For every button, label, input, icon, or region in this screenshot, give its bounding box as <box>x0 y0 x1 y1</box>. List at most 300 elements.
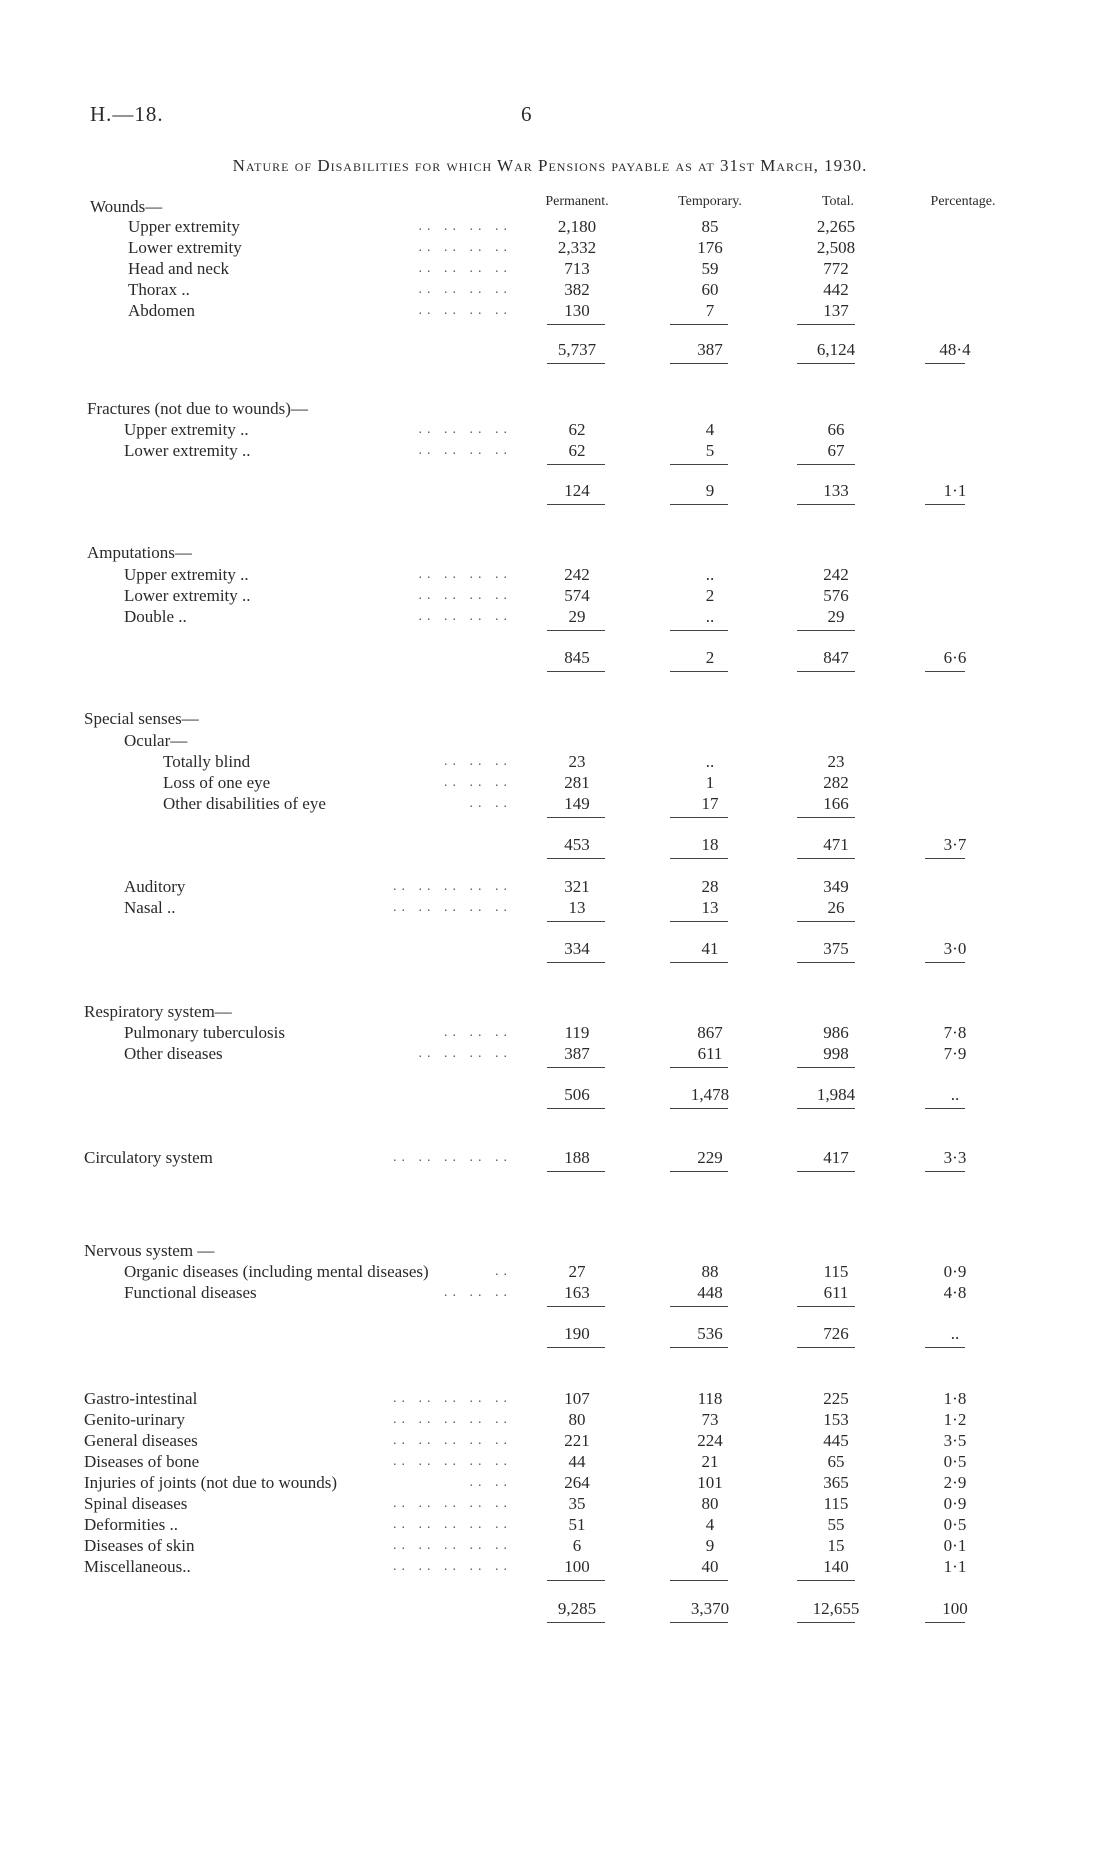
cell-total: 847 <box>823 648 849 667</box>
cell-perm: 453 <box>564 835 590 854</box>
cell-total: 26 <box>827 898 845 917</box>
cell-perm: 5,737 <box>557 340 597 359</box>
column-rule <box>670 1580 728 1581</box>
cell-total: 133 <box>823 481 849 500</box>
cell-temp: 387 <box>697 340 723 359</box>
cell-total: 471 <box>823 835 849 854</box>
cell-perm: 190 <box>564 1324 590 1343</box>
cell-perm: 387 <box>564 1044 590 1063</box>
cell-total: 12,655 <box>812 1599 860 1618</box>
subtotal-row <box>0 647 1114 668</box>
column-rule <box>797 324 855 325</box>
row-label: Upper extremity .. <box>124 420 249 439</box>
cell-total: 417 <box>823 1148 849 1167</box>
row-label: Double .. <box>124 607 187 626</box>
cell-temp: 5 <box>705 441 715 460</box>
table-row <box>0 300 1114 321</box>
leader-dots: .. .. .. .. <box>418 1046 512 1061</box>
section-heading <box>0 1240 1114 1261</box>
cell-temp: 611 <box>697 1044 723 1063</box>
column-rule <box>797 962 855 963</box>
cell-total: 140 <box>823 1557 849 1576</box>
column-rule <box>547 1306 605 1307</box>
cell-pct: 1·2 <box>943 1410 967 1429</box>
cell-perm: 2,332 <box>557 238 597 257</box>
cell-perm: 574 <box>564 586 590 605</box>
cell-temp: 85 <box>701 217 719 236</box>
column-rule <box>797 671 855 672</box>
page-number: 6 <box>521 102 532 126</box>
cell-pct: 7·9 <box>943 1044 967 1063</box>
cell-temp: 229 <box>697 1148 723 1167</box>
column-rule <box>925 1347 965 1348</box>
section-heading <box>0 708 1114 729</box>
leader-dots: .. .. .. .. .. <box>393 1559 512 1574</box>
cell-total: 153 <box>823 1410 849 1429</box>
cell-temp: 3,370 <box>690 1599 730 1618</box>
leader-dots: .. .. .. .. .. <box>393 1517 512 1532</box>
cell-total: 986 <box>823 1023 849 1042</box>
column-rule <box>670 1067 728 1068</box>
row-label: Nervous system — <box>84 1241 215 1260</box>
row-label: Totally blind <box>163 752 251 771</box>
table-row <box>0 1147 1114 1168</box>
cell-total: 67 <box>827 441 845 460</box>
leader-dots: .. .. .. .. <box>418 588 512 603</box>
column-rule <box>547 921 605 922</box>
cell-pct: 1·1 <box>943 481 967 500</box>
column-rule <box>925 858 965 859</box>
column-rule <box>925 504 965 505</box>
page-reference: H.—18. <box>90 102 164 126</box>
cell-pct: 1·1 <box>943 1557 967 1576</box>
cell-pct: 3·3 <box>943 1148 967 1167</box>
column-rule <box>925 962 965 963</box>
cell-temp: 80 <box>701 1494 719 1513</box>
column-rule <box>547 1580 605 1581</box>
cell-temp: 28 <box>701 877 719 896</box>
cell-temp: 18 <box>701 835 719 854</box>
subtotal-row <box>0 1598 1114 1619</box>
table-row <box>0 1535 1114 1556</box>
leader-dots: .. .. .. .. .. <box>393 1454 512 1469</box>
cell-pct: 0·5 <box>943 1515 967 1534</box>
cell-pct: 100 <box>942 1599 968 1618</box>
table-row <box>0 897 1114 918</box>
cell-perm: 9,285 <box>557 1599 597 1618</box>
table-row <box>0 1409 1114 1430</box>
cell-total: 115 <box>823 1262 849 1281</box>
section-heading <box>0 1001 1114 1022</box>
column-rule <box>547 1171 605 1172</box>
cell-total: 576 <box>823 586 849 605</box>
cell-perm: 188 <box>564 1148 590 1167</box>
table-row <box>0 585 1114 606</box>
cell-perm: 149 <box>564 794 590 813</box>
cell-temp: 448 <box>697 1283 723 1302</box>
cell-perm: 242 <box>564 565 590 584</box>
cell-perm: 2,180 <box>557 217 597 236</box>
cell-total: 282 <box>823 773 849 792</box>
section-heading <box>0 196 1114 217</box>
cell-perm: 845 <box>564 648 590 667</box>
table-row <box>0 1430 1114 1451</box>
cell-temp: 224 <box>697 1431 723 1450</box>
cell-total: 55 <box>827 1515 845 1534</box>
column-rule <box>670 962 728 963</box>
subtotal-row <box>0 1084 1114 1105</box>
table-row <box>0 1388 1114 1409</box>
cell-perm: 334 <box>564 939 590 958</box>
cell-perm: 264 <box>564 1473 590 1492</box>
row-label: Genito-urinary <box>84 1410 186 1429</box>
cell-perm: 62 <box>568 441 586 460</box>
cell-temp: 118 <box>697 1389 723 1408</box>
cell-perm: 27 <box>568 1262 586 1281</box>
column-rule <box>547 324 605 325</box>
leader-dots: .. .. .. <box>444 754 512 769</box>
leader-dots: .. .. .. .. <box>418 303 512 318</box>
cell-total: 15 <box>827 1536 845 1555</box>
column-rule <box>797 504 855 505</box>
cell-temp: 13 <box>701 898 719 917</box>
column-rule <box>797 817 855 818</box>
cell-perm: 506 <box>564 1085 590 1104</box>
section-heading <box>0 398 1114 419</box>
column-rule <box>547 363 605 364</box>
column-rule <box>797 1306 855 1307</box>
column-rule <box>797 363 855 364</box>
row-label: Thorax .. <box>128 280 190 299</box>
cell-temp: 867 <box>697 1023 723 1042</box>
cell-total: 29 <box>827 607 845 626</box>
column-rule <box>670 1108 728 1109</box>
cell-perm: 107 <box>564 1389 590 1408</box>
cell-total: 375 <box>823 939 849 958</box>
column-rule <box>670 817 728 818</box>
row-label: Miscellaneous.. <box>84 1557 191 1576</box>
leader-dots: .. .. .. <box>444 1025 512 1040</box>
cell-temp: 2 <box>705 586 715 605</box>
row-label: Lower extremity .. <box>124 441 251 460</box>
cell-total: 2,265 <box>816 217 856 236</box>
table-row <box>0 876 1114 897</box>
cell-pct: 0·1 <box>943 1536 967 1555</box>
column-rule <box>670 324 728 325</box>
cell-temp: .. <box>705 752 715 771</box>
row-label: Other diseases <box>124 1044 223 1063</box>
cell-perm: 130 <box>564 301 590 320</box>
cell-total: 137 <box>823 301 849 320</box>
cell-perm: 163 <box>564 1283 590 1302</box>
table-row <box>0 772 1114 793</box>
row-label: Lower extremity .. <box>124 586 251 605</box>
cell-temp: 176 <box>697 238 723 257</box>
subtotal-row <box>0 339 1114 360</box>
column-rule <box>925 1171 965 1172</box>
cell-perm: 23 <box>568 752 586 771</box>
row-label: Upper extremity .. <box>124 565 249 584</box>
row-label: Respiratory system— <box>84 1002 232 1021</box>
cell-total: 442 <box>823 280 849 299</box>
column-rule <box>670 858 728 859</box>
leader-dots: .. .. .. .. .. <box>393 1150 512 1165</box>
row-label: Wounds— <box>90 197 163 216</box>
row-label: Diseases of bone <box>84 1452 200 1471</box>
cell-perm: 119 <box>564 1023 590 1042</box>
column-rule <box>670 1306 728 1307</box>
cell-total: 242 <box>823 565 849 584</box>
cell-perm: 13 <box>568 898 586 917</box>
column-header-temporary: Temporary. <box>678 194 742 209</box>
column-rule <box>547 858 605 859</box>
cell-temp: 4 <box>705 420 715 439</box>
cell-perm: 35 <box>568 1494 586 1513</box>
cell-pct: 2·9 <box>943 1473 967 1492</box>
cell-perm: 51 <box>568 1515 586 1534</box>
column-rule <box>670 1622 728 1623</box>
subtotal-row <box>0 480 1114 501</box>
cell-temp: 1,478 <box>690 1085 730 1104</box>
cell-perm: 124 <box>564 481 590 500</box>
column-rule <box>547 464 605 465</box>
cell-total: 65 <box>827 1452 845 1471</box>
cell-total: 998 <box>823 1044 849 1063</box>
leader-dots: .. .. .. .. .. <box>393 1433 512 1448</box>
row-label: Loss of one eye <box>163 773 271 792</box>
leader-dots: .. .. .. .. <box>418 609 512 624</box>
row-label: Organic diseases (including mental diseases) <box>124 1262 429 1281</box>
column-rule <box>797 464 855 465</box>
cell-total: 445 <box>823 1431 849 1450</box>
cell-temp: 7 <box>705 301 715 320</box>
row-label: Head and neck <box>128 259 230 278</box>
row-label: Spinal diseases <box>84 1494 188 1513</box>
cell-pct: 7·8 <box>943 1023 967 1042</box>
leader-dots: .. .. <box>469 796 512 811</box>
leader-dots: .. .. .. .. .. <box>393 1496 512 1511</box>
cell-perm: 80 <box>568 1410 586 1429</box>
column-rule <box>797 630 855 631</box>
cell-pct: 0·5 <box>943 1452 967 1471</box>
table-row <box>0 419 1114 440</box>
column-header-total: Total. <box>821 194 855 209</box>
cell-total: 66 <box>827 420 845 439</box>
column-header-percentage: Percentage. <box>930 194 996 209</box>
column-rule <box>925 1108 965 1109</box>
cell-perm: 221 <box>564 1431 590 1450</box>
cell-pct: .. <box>950 1085 960 1104</box>
cell-temp: 88 <box>701 1262 719 1281</box>
leader-dots: .. .. .. .. <box>418 443 512 458</box>
cell-temp: 536 <box>697 1324 723 1343</box>
table-row <box>0 1514 1114 1535</box>
column-rule <box>797 1171 855 1172</box>
column-rule <box>925 671 965 672</box>
row-label: Ocular— <box>124 731 188 750</box>
cell-pct: 4·8 <box>943 1283 967 1302</box>
cell-total: 166 <box>823 794 849 813</box>
column-rule <box>547 504 605 505</box>
table-row <box>0 606 1114 627</box>
subtotal-row <box>0 1323 1114 1344</box>
leader-dots: .. .. .. .. .. <box>393 1538 512 1553</box>
leader-dots: .. .. .. <box>444 775 512 790</box>
column-rule <box>797 1580 855 1581</box>
column-rule <box>797 858 855 859</box>
cell-temp: 60 <box>701 280 719 299</box>
cell-perm: 281 <box>564 773 590 792</box>
column-rule <box>547 671 605 672</box>
cell-pct: .. <box>950 1324 960 1343</box>
column-rule <box>547 817 605 818</box>
leader-dots: .. .. .. .. <box>418 219 512 234</box>
leader-dots: .. .. .. .. <box>418 240 512 255</box>
cell-temp: 21 <box>701 1452 719 1471</box>
cell-temp: 41 <box>701 939 719 958</box>
cell-perm: 62 <box>568 420 586 439</box>
table-row <box>0 793 1114 814</box>
column-rule <box>547 1067 605 1068</box>
cell-total: 23 <box>827 752 845 771</box>
leader-dots: .. .. .. <box>444 1285 512 1300</box>
column-rule <box>547 962 605 963</box>
cell-temp: 73 <box>701 1410 719 1429</box>
table-row <box>0 564 1114 585</box>
row-label: General diseases <box>84 1431 198 1450</box>
table-row <box>0 1261 1114 1282</box>
table-row <box>0 1472 1114 1493</box>
row-label: Special senses— <box>84 709 199 728</box>
column-rule <box>547 1622 605 1623</box>
row-label: Auditory <box>124 877 186 896</box>
cell-total: 1,984 <box>816 1085 856 1104</box>
table-row <box>0 440 1114 461</box>
leader-dots: .. .. <box>469 1475 512 1490</box>
column-rule <box>547 630 605 631</box>
cell-temp: 1 <box>705 773 715 792</box>
cell-total: 772 <box>823 259 849 278</box>
cell-temp: 2 <box>705 648 715 667</box>
column-rule <box>670 630 728 631</box>
column-rule <box>670 363 728 364</box>
row-label: Diseases of skin <box>84 1536 195 1555</box>
leader-dots: .. .. .. .. <box>418 261 512 276</box>
leader-dots: .. <box>495 1264 512 1279</box>
column-rule <box>797 1067 855 1068</box>
table-row <box>0 1556 1114 1577</box>
table-row <box>0 1282 1114 1303</box>
cell-temp: 9 <box>705 481 715 500</box>
cell-perm: 321 <box>564 877 590 896</box>
table-title: Nature of Disabilities for which War Pensions payable as at 31st March, 1930. <box>232 156 868 175</box>
column-rule <box>547 1108 605 1109</box>
column-rule <box>797 1622 855 1623</box>
column-rule <box>797 921 855 922</box>
subtotal-row <box>0 834 1114 855</box>
cell-total: 611 <box>823 1283 849 1302</box>
cell-pct: 1·8 <box>943 1389 967 1408</box>
cell-perm: 100 <box>564 1557 590 1576</box>
column-rule <box>797 1108 855 1109</box>
table-row <box>0 1022 1114 1043</box>
cell-temp: 9 <box>705 1536 715 1555</box>
cell-total: 365 <box>823 1473 849 1492</box>
table-row <box>0 258 1114 279</box>
leader-dots: .. .. .. .. .. <box>393 1412 512 1427</box>
row-label: Upper extremity <box>128 217 240 236</box>
table-row <box>0 751 1114 772</box>
cell-temp: 59 <box>701 259 719 278</box>
row-label: Amputations— <box>87 543 192 562</box>
row-label: Other disabilities of eye <box>163 794 326 813</box>
leader-dots: .. .. .. .. .. <box>393 900 512 915</box>
cell-temp: .. <box>705 565 715 584</box>
table-row <box>0 279 1114 300</box>
section-heading <box>0 542 1114 563</box>
cell-pct: 0·9 <box>943 1262 967 1281</box>
cell-perm: 713 <box>564 259 590 278</box>
cell-perm: 29 <box>568 607 586 626</box>
table-row <box>0 1451 1114 1472</box>
cell-total: 2,508 <box>816 238 856 257</box>
column-rule <box>925 363 965 364</box>
table-row <box>0 1493 1114 1514</box>
row-label: Functional diseases <box>124 1283 257 1302</box>
cell-perm: 44 <box>568 1452 586 1471</box>
column-header-permanent: Permanent. <box>545 194 609 209</box>
column-rule <box>670 1347 728 1348</box>
table-row <box>0 216 1114 237</box>
column-rule <box>670 921 728 922</box>
row-label: Injuries of joints (not due to wounds) <box>84 1473 338 1492</box>
cell-total: 115 <box>823 1494 849 1513</box>
cell-pct: 3·0 <box>943 939 967 958</box>
cell-perm: 382 <box>564 280 590 299</box>
leader-dots: .. .. .. .. <box>418 567 512 582</box>
column-rule <box>670 464 728 465</box>
column-rule <box>670 504 728 505</box>
column-rule <box>547 1347 605 1348</box>
column-rule <box>925 1622 965 1623</box>
column-rule <box>670 671 728 672</box>
row-label: Gastro-intestinal <box>84 1389 198 1408</box>
cell-temp: .. <box>705 607 715 626</box>
leader-dots: .. .. .. .. .. <box>393 1391 512 1406</box>
row-label: Pulmonary tuberculosis <box>124 1023 286 1042</box>
row-label: Nasal .. <box>124 898 176 917</box>
row-label: Circulatory system <box>84 1148 213 1167</box>
cell-pct: 6·6 <box>943 648 967 667</box>
table-row <box>0 1043 1114 1064</box>
cell-perm: 6 <box>572 1536 582 1555</box>
row-label: Fractures (not due to wounds)— <box>87 399 308 418</box>
cell-pct: 3·7 <box>943 835 967 854</box>
leader-dots: .. .. .. .. .. <box>393 879 512 894</box>
cell-total: 225 <box>823 1389 849 1408</box>
row-label: Deformities .. <box>84 1515 178 1534</box>
cell-pct: 3·5 <box>943 1431 967 1450</box>
leader-dots: .. .. .. .. <box>418 422 512 437</box>
subtotal-row <box>0 938 1114 959</box>
cell-temp: 40 <box>701 1557 719 1576</box>
cell-total: 349 <box>823 877 849 896</box>
column-rule <box>797 1347 855 1348</box>
column-rule <box>670 1171 728 1172</box>
row-label: Abdomen <box>128 301 196 320</box>
section-heading <box>0 730 1114 751</box>
cell-total: 6,124 <box>816 340 856 359</box>
